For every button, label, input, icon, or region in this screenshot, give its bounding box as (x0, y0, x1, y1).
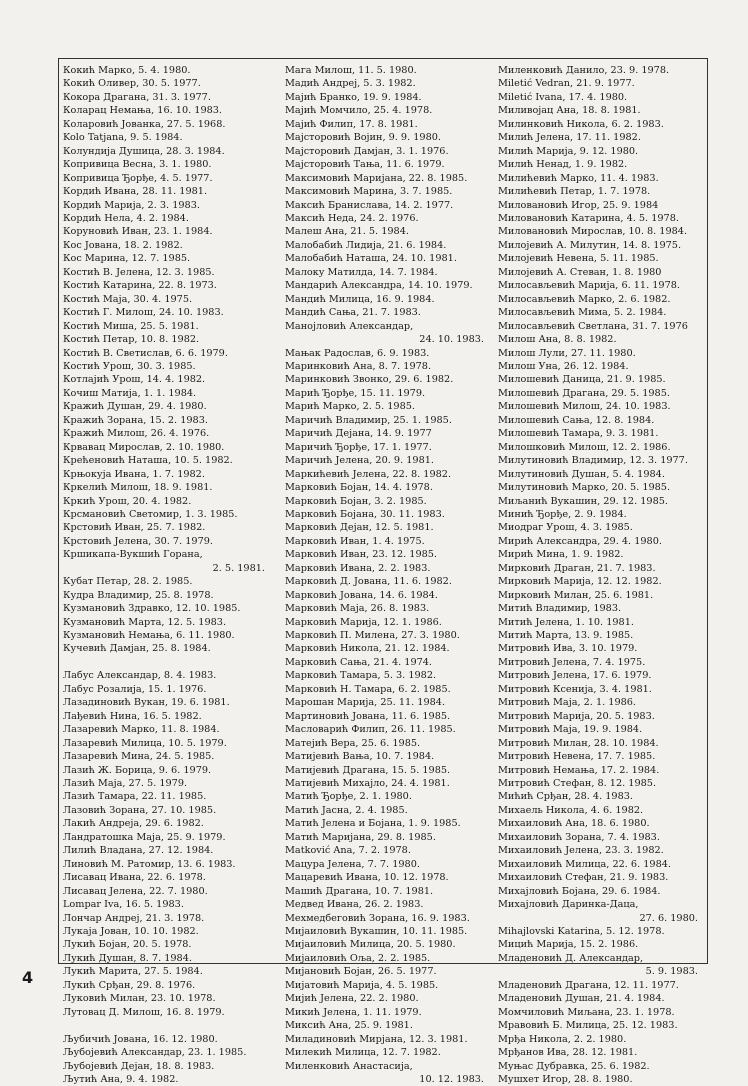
list-entry: Лукић Срђан, 29. 8. 1976. (63, 979, 196, 991)
list-entry: Крњокуја Ивана, 1. 7. 1982. (63, 468, 205, 480)
list-entry: Маричић Ђорђе, 17. 1. 1977. (285, 441, 432, 453)
list-entry: Лазић Ж. Борица, 9. 6. 1979. (63, 764, 212, 776)
list-entry: Милићевић Петар, 1. 7. 1978. (498, 186, 651, 198)
list-entry: Малобабић Лидија, 21. 6. 1984. (285, 239, 447, 251)
entry-date-continuation: 27. 6. 1980. (639, 912, 698, 924)
list-entry: Лазаревић Марко, 11. 8. 1984. (63, 724, 220, 736)
list-entry: Костић Урош, 30. 3. 1985. (63, 360, 196, 372)
entry-date-continuation: 5. 9. 1983. (645, 966, 698, 978)
list-entry: Копривица Ђорђе, 4. 5. 1977. (63, 172, 213, 184)
list-entry: Милосављевић Светлана, 31. 7. 1976 (498, 320, 688, 332)
list-entry: Мацаревић Ивана, 10. 12. 1978. (285, 872, 449, 884)
list-entry: Марковић Сања, 21. 4. 1974. (285, 656, 433, 668)
list-entry: Милојевић А. Милутин, 14. 8. 1975. (498, 239, 682, 251)
list-entry: Матејић Вера, 25. 6. 1985. (285, 737, 421, 749)
list-entry: Mihajlovski Katarina, 5. 12. 1978. (498, 926, 665, 937)
list-entry: Мијаиловић Милица, 20. 5. 1980. (285, 939, 456, 951)
list-entry: Кркић Урош, 20. 4. 1982. (63, 495, 192, 507)
list-entry: Лукаја Јован, 10. 10. 1982. (63, 925, 199, 937)
list-entry: Милекић Милица, 12. 7. 1982. (285, 1047, 441, 1059)
list-entry: Мирковић Драган, 21. 7. 1983. (498, 562, 656, 574)
list-entry: Маринковић Ана, 8. 7. 1978. (285, 360, 432, 372)
list-entry: Матијевић Вања, 10. 7. 1984. (285, 751, 435, 763)
list-entry: Мрђа Никола, 2. 2. 1980. (498, 1033, 627, 1045)
list-entry: Митровић Марија, 20. 5. 1983. (498, 710, 655, 722)
list-entry: Коруновић Иван, 23. 1. 1984. (63, 226, 213, 238)
list-entry: Матић Јелена и Бојана, 1. 9. 1985. (285, 818, 461, 830)
list-entry: Линовић М. Ратомир, 13. 6. 1983. (63, 858, 236, 870)
list-entry: Милутиновић Владимир, 12. 3. 1977. (498, 455, 688, 467)
list-entry: Миленковић Данило, 23. 9. 1978. (498, 65, 670, 76)
list-entry: Митровић Невена, 17. 7. 1985. (498, 751, 656, 763)
list-entry: Крстовић Јелена, 30. 7. 1979. (63, 535, 213, 547)
list-entry: Крећеновић Наташа, 10. 5. 1982. (63, 455, 233, 467)
list-entry: Микић Јелена, 1. 11. 1979. (285, 1006, 422, 1018)
list-entry: Митровић Ксенија, 3. 4. 1981. (498, 683, 652, 695)
entry-date-continuation: 24. 10. 1983. (419, 334, 484, 346)
list-entry: Matković Ana, 7. 2. 1978. (285, 845, 411, 857)
list-entry: Кузмановић Немања, 6. 11. 1980. (63, 630, 235, 642)
list-entry: Костић В. Јелена, 12. 3. 1985. (63, 266, 215, 278)
list-entry: Мирковић Милан, 25. 6. 1981. (498, 589, 654, 601)
list-entry: Марковић П. Милена, 27. 3. 1980. (285, 630, 460, 642)
list-entry: Матић Јасна, 2. 4. 1985. (285, 804, 408, 816)
list-entry: Miletić Ivana, 17. 4. 1980. (498, 91, 628, 103)
list-entry: Младеновић Д. Александар, (498, 952, 644, 964)
list-entry: Мањак Радослав, 6. 9. 1983. (285, 347, 430, 359)
list-entry: Милић Марија, 9. 12. 1980. (498, 145, 639, 157)
list-entry: Миљанић Вукашин, 29. 12. 1985. (498, 495, 668, 507)
list-entry: Митровић Маја, 19. 9. 1984. (498, 724, 643, 736)
section-gap (63, 1019, 271, 1032)
list-entry: Лукић Бојан, 20. 5. 1978. (63, 939, 192, 951)
list-entry: Медвед Ивана, 26. 2. 1983. (285, 899, 424, 911)
list-entry: Милошевић Сања, 12. 8. 1984. (498, 414, 655, 426)
list-entry: Мадић Андреј, 5. 3. 1982. (285, 78, 416, 90)
column-1 (63, 64, 271, 1086)
list-entry: Луковић Милан, 23. 10. 1978. (63, 993, 216, 1005)
list-entry: Маричић Јелена, 20. 9. 1981. (285, 455, 434, 467)
list-entry: Крсмановић Светомир, 1. 3. 1985. (63, 508, 238, 520)
list-entry: Маркићевић Јелена, 22. 8. 1982. (285, 468, 452, 480)
list-entry: Кучевић Дамјан, 25. 8. 1984. (63, 643, 211, 655)
list-entry: Миловановић Катарина, 4. 5. 1978. (498, 212, 679, 224)
list-entry: Кокић Марко, 5. 4. 1980. (63, 65, 191, 76)
list-entry: Мицић Марија, 15. 2. 1986. (498, 939, 639, 951)
list-entry: Маричић Дејана, 14. 9. 1977 (285, 428, 432, 440)
list-entry: Малобабић Наташа, 24. 10. 1981. (285, 253, 457, 265)
list-entry: Михаиловић Стефан, 21. 9. 1983. (498, 872, 669, 884)
list-entry: Мићић Срђан, 28. 4. 1983. (498, 791, 633, 803)
list-entry: Мијаиловић Оља, 2. 2. 1985. (285, 952, 431, 964)
list-entry: Кубат Петар, 28. 2. 1985. (63, 576, 193, 588)
list-entry: Митић Владимир, 1983. (498, 603, 622, 615)
list-entry: Лукић Душан, 8. 7. 1984. (63, 952, 192, 964)
list-entry: Милићевић Марко, 11. 4. 1983. (498, 172, 659, 184)
list-entry: Милош Уна, 26. 12. 1984. (498, 360, 629, 372)
list-entry: Милић Ненад, 1. 9. 1982. (498, 159, 628, 171)
list-entry: Лазаревић Мина, 24. 5. 1985. (63, 751, 215, 763)
list-entry: Марковић Никола, 21. 12. 1984. (285, 643, 450, 655)
list-entry: Марошан Марија, 25. 11. 1984. (285, 697, 446, 709)
list-entry: Мирић Мина, 1. 9. 1982. (498, 549, 624, 561)
list-entry: Масловарић Филип, 26. 11. 1985. (285, 724, 456, 736)
list-entry: Митић Јелена, 1. 10. 1981. (498, 616, 634, 628)
list-entry: Миодраг Урош, 4. 3. 1985. (498, 522, 633, 534)
list-entry: Миловановић Мирослав, 10. 8. 1984. (498, 226, 688, 238)
list-entry: Михаиловић Јелена, 23. 3. 1982. (498, 845, 664, 857)
list-entry: Лакић Андреја, 29. 6. 1982. (63, 818, 204, 830)
list-entry: Lompar Iva, 16. 5. 1983. (63, 899, 184, 911)
list-entry: Мајсторовић Војин, 9. 9. 1980. (285, 132, 441, 144)
list-entry: Милосављевић Мима, 5. 2. 1984. (498, 307, 667, 319)
list-entry: Ландратошка Маја, 25. 9. 1979. (63, 831, 226, 843)
list-entry: Митровић Јелена, 17. 6. 1979. (498, 670, 652, 682)
list-entry: Kolo Tatjana, 9. 5. 1984. (63, 132, 183, 144)
list-entry: Мацура Јелена, 7. 7. 1980. (285, 858, 420, 870)
list-entry: Костић Миша, 25. 5. 1981. (63, 320, 199, 332)
list-entry: Мартиновић Јована, 11. 6. 1985. (285, 710, 451, 722)
list-entry: Љубојевић Александар, 23. 1. 1985. (63, 1047, 247, 1059)
column-3 (498, 64, 704, 1086)
list-entry: Крвавац Мирослав, 2. 10. 1980. (63, 441, 225, 453)
list-entry: Михаель Никола, 4. 6. 1982. (498, 804, 644, 816)
list-entry: Милојевић Невена, 5. 11. 1985. (498, 253, 659, 265)
list-entry: Кордић Нела, 4. 2. 1984. (63, 212, 189, 224)
list-entry: Крaжић Зорана, 15. 2. 1983. (63, 414, 208, 426)
list-entry: Маричић Владимир, 25. 1. 1985. (285, 414, 452, 426)
list-entry: Мирковић Марија, 12. 12. 1982. (498, 576, 662, 588)
list-entry: Марковић Бојан, 3. 2. 1985. (285, 495, 427, 507)
list-entry: Максић Неда, 24. 2. 1976. (285, 212, 419, 224)
list-entry: Кокора Драгана, 31. 3. 1977. (63, 91, 211, 103)
list-entry: Костић Катарина, 22. 8. 1973. (63, 280, 217, 292)
list-entry: Лутовац Д. Милош, 16. 8. 1979. (63, 1006, 225, 1018)
list-entry: Лилић Владана, 27. 12. 1984. (63, 845, 214, 857)
list-entry: Кузмановић Здравко, 12. 10. 1985. (63, 603, 241, 615)
list-entry: Миксић Ана, 25. 9. 1981. (285, 1020, 413, 1032)
list-entry: Митровић Јелена, 7. 4. 1975. (498, 656, 646, 668)
list-entry: Муњас Дубравка, 25. 6. 1982. (498, 1060, 650, 1072)
list-entry: Кудра Владимир, 25. 8. 1978. (63, 589, 214, 601)
list-entry: Кршикапа-Вукшић Горана, (63, 549, 203, 561)
list-entry: Мијаиловић Вукашин, 10. 11. 1985. (285, 926, 468, 937)
list-entry: Коларац Немања, 16. 10. 1983. (63, 105, 223, 117)
list-entry: Митровић Немања, 17. 2. 1984. (498, 764, 660, 776)
list-entry: Лончар Андреј, 21. 3. 1978. (63, 912, 205, 924)
list-entry: Крстовић Иван, 25. 7. 1982. (63, 522, 206, 534)
list-entry: Кос Марина, 12. 7. 1985. (63, 253, 191, 265)
entry-date-continuation: 10. 12. 1983. (419, 1073, 484, 1085)
list-entry: Miletić Vedran, 21. 9. 1977. (498, 78, 635, 90)
list-entry: Копривица Весна, 3. 1. 1980. (63, 159, 212, 171)
list-entry: Крaжић Милош, 26. 4. 1976. (63, 428, 210, 440)
list-entry: Милошевић Даница, 21. 9. 1985. (498, 374, 666, 386)
list-entry: Милованoвић Игор, 25. 9. 1984 (498, 199, 659, 211)
list-entry: Марковић Д. Јована, 11. 6. 1982. (285, 576, 452, 588)
list-entry: Лазић Тамара, 22. 11. 1985. (63, 791, 207, 803)
list-entry: Костић Г. Милош, 24. 10. 1983. (63, 307, 224, 319)
list-entry: Милић Јелена, 17. 11. 1982. (498, 132, 641, 144)
list-entry: Мушхет Игор, 28. 8. 1980. (498, 1073, 633, 1085)
list-entry: Лазић Маја, 27. 5. 1979. (63, 778, 188, 789)
column-2 (285, 64, 490, 1086)
list-entry: Котлајић Урош, 14. 4. 1982. (63, 374, 206, 386)
list-entry: Марић Марко, 2. 5. 1985. (285, 401, 415, 413)
list-entry: Лазадиновић Вукан, 19. 6. 1981. (63, 697, 230, 709)
list-entry: Мандарић Александра, 14. 10. 1979. (285, 280, 473, 292)
list-entry: Марковић Иван, 23. 12. 1985. (285, 549, 438, 561)
list-entry: Матић Маријана, 29. 8. 1985. (285, 831, 436, 843)
list-entry: Милојевић А. Стеван, 1. 8. 1980 (498, 266, 662, 278)
list-entry: Мајић Филип, 17. 8. 1981. (285, 118, 418, 130)
list-entry: Мандић Милица, 16. 9. 1984. (285, 293, 435, 305)
list-entry: Михајловић Даринка-Даца, (498, 899, 639, 911)
list-entry: Минић Ђорђе, 2. 9. 1984. (498, 508, 627, 520)
list-entry: Младеновић Драгана, 12. 11. 1977. (498, 979, 679, 991)
list-entry: Марковић Дејан, 12. 5. 1981. (285, 522, 434, 534)
list-entry: Лабус Розалија, 15. 1. 1976. (63, 683, 207, 695)
list-entry: Матић Ђорђе, 2. 1. 1980. (285, 791, 412, 803)
list-entry: Маринковић Звонко, 29. 6. 1982. (285, 374, 454, 386)
list-entry: Мравовић Б. Милица, 25. 12. 1983. (498, 1020, 678, 1032)
list-entry: Кордић Ивана, 28. 11. 1981. (63, 186, 208, 198)
list-entry: Кочиш Матија, 1. 1. 1984. (63, 387, 197, 399)
list-entry: Мијић Јелена, 22. 2. 1980. (285, 993, 419, 1005)
list-entry: Милош Лули, 27. 11. 1980. (498, 347, 636, 359)
list-entry: Малоку Матилда, 14. 7. 1984. (285, 266, 438, 278)
list-entry: Костић В. Светислав, 6. 6. 1979. (63, 347, 228, 359)
list-entry: Милошковић Милош, 12. 2. 1986. (498, 441, 671, 453)
list-entry: Кокић Оливер, 30. 5. 1977. (63, 78, 201, 90)
list-entry: Колундија Душица, 28. 3. 1984. (63, 145, 225, 157)
entry-date-continuation: 2. 5. 1981. (212, 562, 265, 574)
list-entry: Марковић Н. Тамара, 6. 2. 1985. (285, 683, 451, 695)
list-entry: Максић Бранислава, 14. 2. 1977. (285, 199, 454, 211)
list-entry: Мајсторовић Тања, 11. 6. 1979. (285, 159, 445, 171)
list-entry: Лазовић Зорана, 27. 10. 1985. (63, 804, 217, 816)
list-entry: Лађевић Нина, 16. 5. 1982. (63, 710, 202, 722)
list-entry: Миленковић Анастасија, (285, 1060, 413, 1072)
list-entry: Мрђанов Ива, 28. 12. 1981. (498, 1047, 638, 1059)
list-entry: Мехмедбеговић Зорана, 16. 9. 1983. (285, 912, 470, 924)
list-entry: Мага Милош, 11. 5. 1980. (285, 65, 417, 76)
list-entry: Мајић Бранко, 19. 9. 1984. (285, 91, 422, 103)
list-entry: Марић Ђорђе, 15. 11. 1979. (285, 387, 426, 399)
list-entry: Љубичић Јована, 16. 12. 1980. (63, 1033, 218, 1045)
list-entry: Матијевић Драгана, 15. 5. 1985. (285, 764, 451, 776)
list-entry: Лукић Марита, 27. 5. 1984. (63, 966, 203, 978)
list-entry: Милошевић Милош, 24. 10. 1983. (498, 401, 671, 413)
list-entry: Михаиловић Ана, 18. 6. 1980. (498, 818, 650, 830)
list-entry: Миладиновић Мирјана, 12. 3. 1981. (285, 1033, 468, 1045)
list-entry: Манојловић Александар, (285, 320, 414, 332)
list-entry: Костић Маја, 30. 4. 1975. (63, 293, 193, 305)
list-entry: Лазаревић Милица, 10. 5. 1979. (63, 737, 227, 749)
list-entry: Милошевић Драгана, 29. 5. 1985. (498, 387, 670, 399)
list-entry: Митровић Ива, 3. 10. 1979. (498, 643, 638, 655)
list-entry: Љубојевић Дејан, 18. 8. 1983. (63, 1060, 215, 1072)
list-entry: Мандић Сања, 21. 7. 1983. (285, 307, 421, 319)
list-entry: Марковић Маја, 26. 8. 1983. (285, 603, 430, 615)
list-entry: Машић Драгана, 10. 7. 1981. (285, 885, 434, 897)
list-entry: Мијановић Бојан, 26. 5. 1977. (285, 966, 437, 978)
list-entry: Милосављевић Марко, 2. 6. 1982. (498, 293, 671, 305)
list-entry: Кордић Марија, 2. 3. 1983. (63, 199, 200, 211)
list-entry: Момчиловић Миљана, 23. 1. 1978. (498, 1006, 675, 1018)
list-entry: Марковић Марија, 12. 1. 1986. (285, 616, 442, 628)
list-entry: Лисавац Ивана, 22. 6. 1978. (63, 872, 206, 884)
list-entry: Костић Петар, 10. 8. 1982. (63, 334, 200, 346)
list-entry: Марковић Бојана, 30. 11. 1983. (285, 508, 445, 520)
list-entry: Максимовић Марина, 3. 7. 1985. (285, 186, 453, 198)
list-entry: Кос Јована, 18. 2. 1982. (63, 239, 183, 251)
list-entry: Максимовић Маријана, 22. 8. 1985. (285, 172, 468, 184)
list-entry: Мајић Момчило, 25. 4. 1978. (285, 105, 433, 117)
list-entry: Милош Ана, 8. 8. 1982. (498, 334, 617, 346)
list-entry: Михаиловић Зорана, 7. 4. 1983. (498, 831, 660, 843)
list-entry: Милинковић Никола, 6. 2. 1983. (498, 118, 664, 130)
list-entry: Марковић Јована, 14. 6. 1984. (285, 589, 438, 601)
list-entry: Михајловић Бојана, 29. 6. 1984. (498, 885, 661, 897)
page-number: 4 (22, 968, 34, 987)
list-entry: Матијевић Михајло, 24. 4. 1981. (285, 778, 450, 790)
list-entry: Кркелић Милош, 18. 9. 1981. (63, 482, 213, 494)
list-entry: Миливојац Ана, 18. 8. 1981. (498, 105, 641, 117)
list-entry: Марковић Ивана, 2. 2. 1983. (285, 562, 431, 574)
list-entry: Михаиловић Милица, 22. 6. 1984. (498, 858, 671, 870)
list-entry: Малеш Ана, 21. 5. 1984. (285, 226, 409, 238)
section-gap (63, 656, 271, 669)
list-entry: Мирић Александра, 29. 4. 1980. (498, 535, 662, 547)
list-entry: Милошевић Тамара, 9. 3. 1981. (498, 428, 659, 440)
list-entry: Митровић Стефан, 8. 12. 1985. (498, 778, 657, 790)
list-entry: Мијатовић Марија, 4. 5. 1985. (285, 979, 439, 991)
list-entry: Кузмановић Марта, 12. 5. 1983. (63, 616, 227, 628)
list-entry: Милутиновић Марко, 20. 5. 1985. (498, 482, 671, 494)
list-entry: Кражић Душан, 29. 4. 1980. (63, 401, 207, 413)
list-entry: Милосављевић Марија, 6. 11. 1978. (498, 280, 680, 292)
list-entry: Љутић Ана, 9. 4. 1982. (63, 1073, 179, 1085)
list-entry: Мајсторовић Дамјан, 3. 1. 1976. (285, 145, 449, 157)
list-entry: Митић Марта, 13. 9. 1985. (498, 630, 634, 642)
list-entry: Лисавац Јелена, 22. 7. 1980. (63, 885, 208, 897)
list-entry: Коларовић Јованка, 27. 5. 1968. (63, 118, 226, 130)
list-entry: Лабус Александар, 8. 4. 1983. (63, 670, 217, 682)
list-entry: Милутиновић Душан, 5. 4. 1984. (498, 468, 665, 480)
list-entry: Марковић Тамара, 5. 3. 1982. (285, 670, 437, 682)
list-entry: Младеновић Душан, 21. 4. 1984. (498, 993, 665, 1005)
list-entry: Марковић Бојан, 14. 4. 1978. (285, 482, 433, 494)
list-entry: Митровић Милан, 28. 10. 1984. (498, 737, 659, 749)
list-entry: Митровић Маја, 2. 1. 1986. (498, 697, 637, 709)
list-entry: Марковић Иван, 1. 4. 1975. (285, 535, 425, 547)
